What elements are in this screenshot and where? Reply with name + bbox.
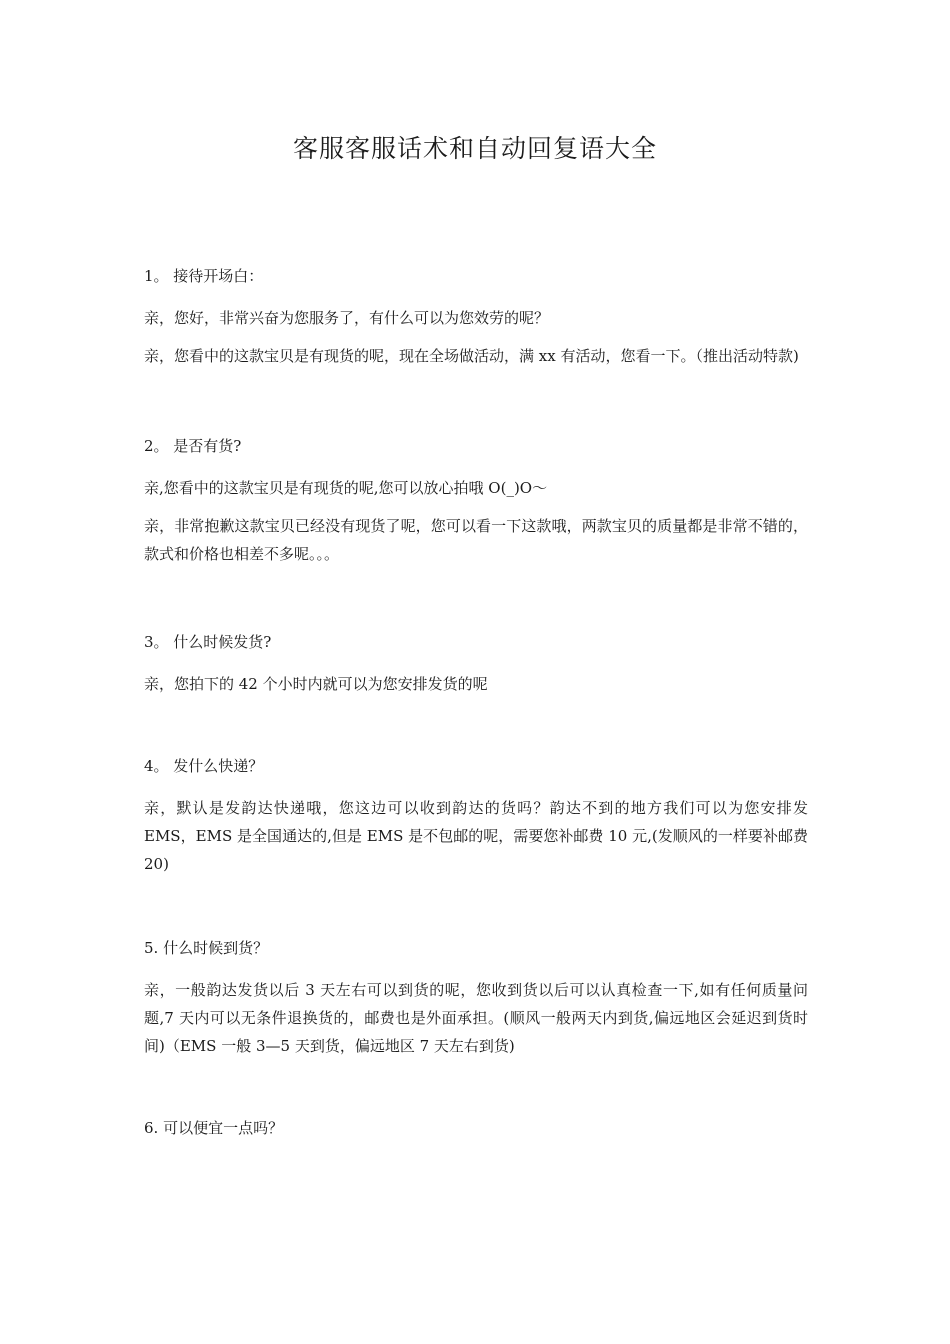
section-heading: 3。 什么时候发货? bbox=[144, 633, 272, 651]
section-delivery-time bbox=[144, 934, 808, 1060]
paragraph: 亲，您好，非常兴奋为您服务了，有什么可以为您效劳的呢？ bbox=[144, 309, 550, 327]
paragraph: 亲，默认是发韵达快递哦，您这边可以收到韵达的货吗？韵达不到的地方我们可以为您安排发 EMS，EMS 是全国通达的,但是 EMS 是不包邮的呢，需要您补邮费 10 元,(发顺风的一样要补邮费 20) bbox=[144, 799, 808, 873]
section-heading: 4。 发什么快递？ bbox=[144, 757, 264, 775]
section-courier bbox=[144, 752, 808, 878]
section-heading: 5. 什么时候到货？ bbox=[144, 939, 269, 957]
paragraph: 亲,您看中的这款宝贝是有现货的呢,您可以放心拍哦 O(_)O～ bbox=[144, 479, 548, 497]
paragraph: 亲，您看中的这款宝贝是有现货的呢，现在全场做活动，满 xx 有活动，您看一下。（推出活动特款) bbox=[144, 347, 799, 365]
section-greeting bbox=[144, 262, 808, 370]
paragraph: 亲，非常抱歉这款宝贝已经没有现货了呢，您可以看一下这款哦，两款宝贝的质量都是非常不错的，款式和价格也相差不多呢。。。 bbox=[144, 517, 808, 563]
section-shipping-time bbox=[144, 628, 808, 698]
document-body bbox=[144, 262, 808, 1156]
section-heading: 6. 可以便宜一点吗？ bbox=[144, 1119, 284, 1137]
paragraph: 亲，一般韵达发货以后 3 天左右可以到货的呢，您收到货以后可以认真检查一下,如有任何质量问题,7 天内可以无条件退换货的，邮费也是外面承担。(顺风一般两天内到货,偏远地区会延迟到货时间)（EMS 一般 3—5 天到货，偏远地区 7 天左右到货) bbox=[144, 981, 808, 1055]
paragraph: 亲，您拍下的 42 个小时内就可以为您安排发货的呢 bbox=[144, 675, 488, 693]
section-discount bbox=[144, 1114, 808, 1142]
section-heading: 2。 是否有货? bbox=[144, 437, 242, 455]
document-title: 客服客服话术和自动回复语大全 bbox=[292, 134, 657, 163]
section-stock bbox=[144, 432, 808, 568]
section-heading: 1。 接待开场白： bbox=[144, 267, 264, 285]
